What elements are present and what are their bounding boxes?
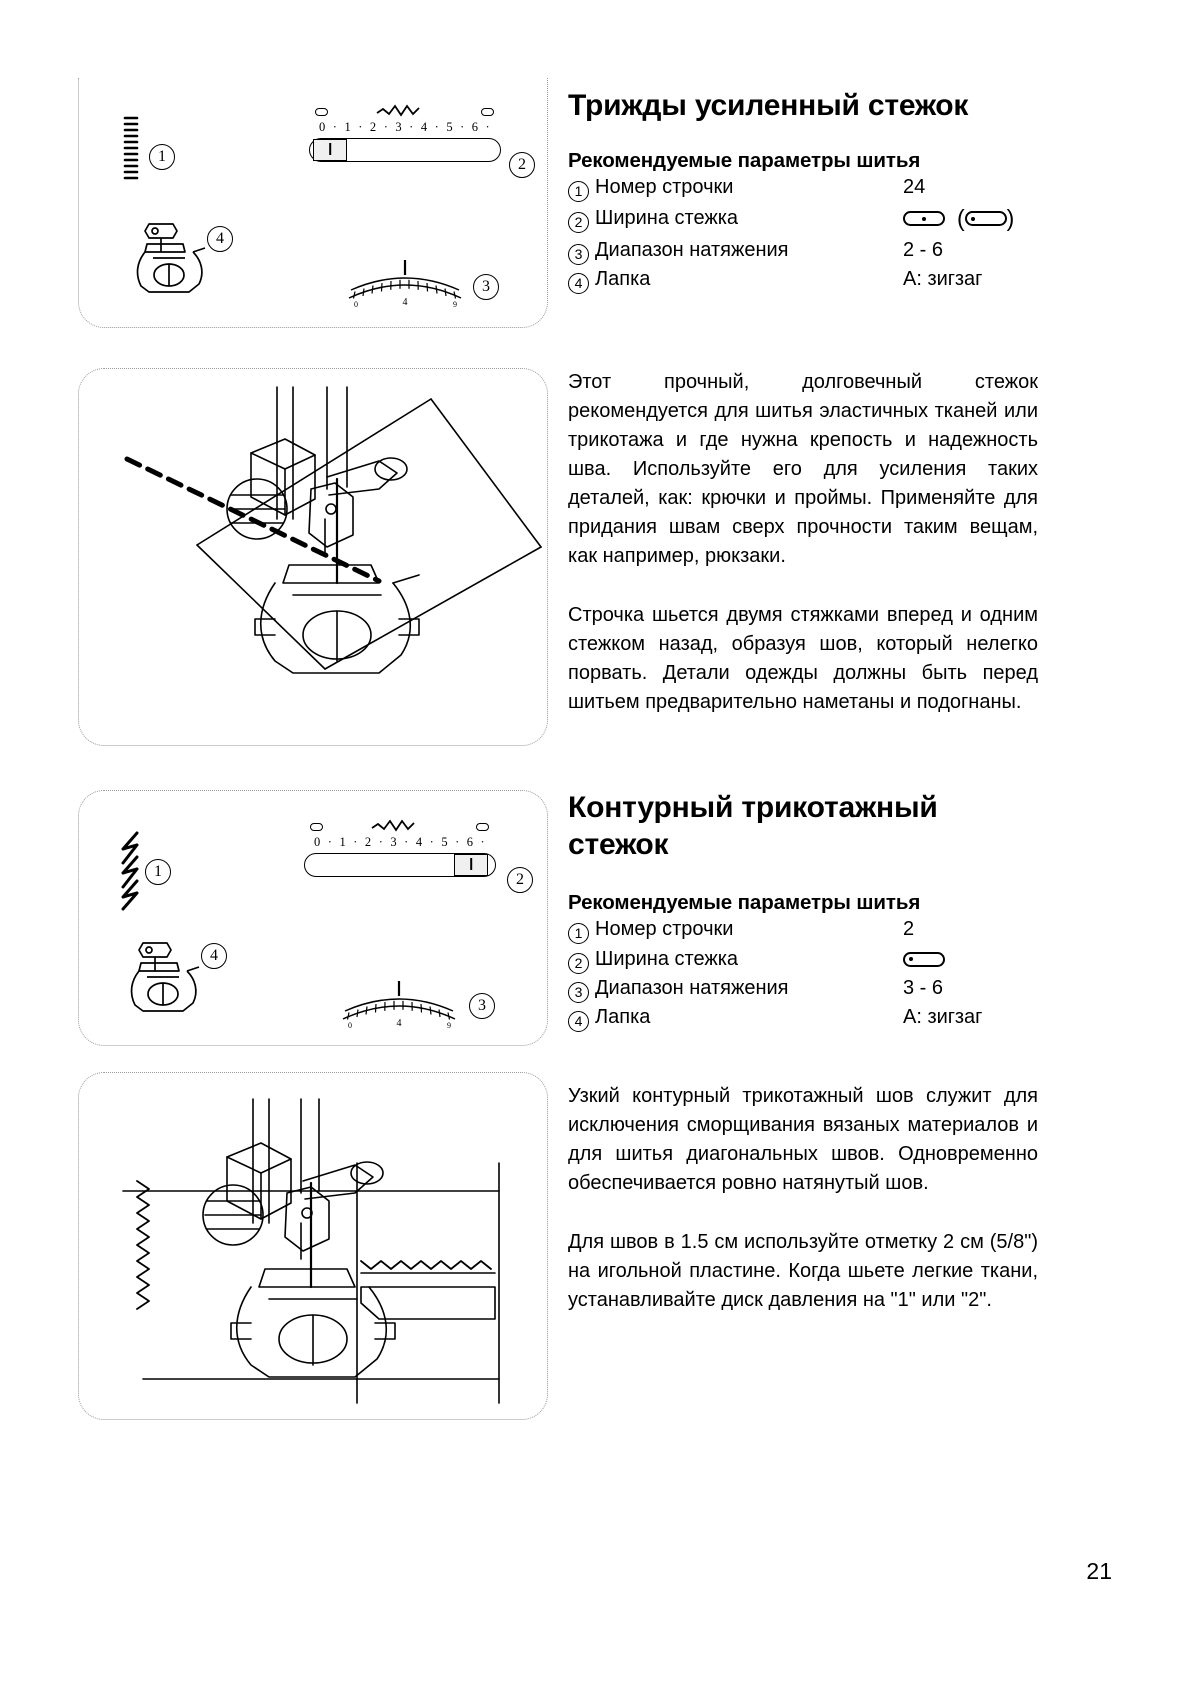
param-row-stitch-width [568, 202, 1038, 236]
tension-dial-overedge-knit[interactable] [339, 981, 459, 1029]
section-triple-stretch-body [568, 368, 1038, 717]
machine-needle-fabric-drawing-2 [79, 1073, 547, 1419]
slider-min-marker-icon [310, 823, 323, 831]
param-index-icon: 1 [568, 923, 589, 944]
svg-text:4: 4 [396, 1018, 402, 1029]
slider-min-marker-icon [315, 108, 328, 116]
param-row-stitch-number [568, 915, 1038, 944]
stitch-width-pill-center-icon [903, 211, 945, 226]
callout-2-triple-stretch: 2 [509, 152, 535, 178]
param-table-triple-stretch [568, 173, 1038, 295]
sewing-illustration-triple-stretch [78, 368, 548, 746]
params-heading-overedge-knit: Рекомендуемые параметры шитья [568, 891, 921, 915]
callout-4-overedge-knit: 4 [201, 943, 227, 969]
param-value: 24 [903, 175, 926, 198]
section-overedge-knit-text [568, 790, 1038, 1033]
callout-2-overedge-knit: 2 [507, 867, 533, 893]
open-paren: ( [950, 204, 965, 231]
svg-text:0: 0 [348, 1021, 352, 1030]
param-index-icon: 2 [568, 212, 589, 233]
paragraph-overedge-knit-2: Для швов в 1.5 см используйте отметку 2 см (5/8") на игольной пластине. Когда шьете легкие ткани, устанавливайте диск давления на "1" или "2". [568, 1231, 1038, 1311]
param-label: Лапка [595, 268, 651, 291]
param-value: 2 [903, 918, 915, 941]
param-row-presser-foot [568, 1003, 1038, 1032]
stitch-sample-triple-stretch-icon [121, 114, 147, 182]
param-label: Номер строчки [595, 175, 734, 198]
param-index-icon: 3 [568, 982, 589, 1003]
param-value: 3 - 6 [903, 976, 944, 999]
slider-knob-overedge-knit[interactable] [454, 854, 488, 876]
param-index-icon: 4 [568, 273, 589, 294]
param-index-icon: 3 [568, 244, 589, 265]
param-index-icon: 1 [568, 181, 589, 202]
stitch-width-slider-triple-stretch[interactable] [309, 116, 501, 166]
paragraph-overedge-knit-1: Узкий контурный трикотажный шов служит для исключения сморщивания вязаных материалов и для шитья диагональных швов. Одновременно обеспечивается ровно натянутый шов. [568, 1085, 1038, 1194]
param-table-overedge-knit [568, 915, 1038, 1033]
svg-text:0: 0 [354, 300, 358, 309]
param-row-tension-range [568, 974, 1038, 1003]
param-value: A: зигзаг [903, 268, 983, 291]
section-triple-stretch-text [568, 88, 1038, 295]
section-title-triple-stretch: Трижды усиленный стежок [568, 89, 969, 122]
param-value: 2 - 6 [903, 238, 944, 261]
stitch-width-slider-overedge-knit[interactable] [304, 831, 496, 881]
page-number: 21 [1086, 1558, 1112, 1584]
param-value-stitch-width-icon [903, 945, 1038, 974]
param-label: Ширина стежка [595, 947, 739, 970]
stitch-width-pill-left-icon [903, 952, 945, 967]
params-heading-triple-stretch: Рекомендуемые параметры шитья [568, 148, 921, 172]
param-label: Ширина стежка [595, 207, 739, 230]
callout-3-triple-stretch: 3 [473, 274, 499, 300]
callout-4-triple-stretch: 4 [207, 226, 233, 252]
stitch-width-pill-left-icon [965, 211, 1007, 226]
param-index-icon: 2 [568, 953, 589, 974]
param-label: Лапка [595, 1006, 651, 1029]
svg-text:4: 4 [402, 297, 408, 308]
slider-max-marker-icon [476, 823, 489, 831]
stitch-sample-overedge-knit-icon [115, 831, 147, 909]
param-row-stitch-number [568, 173, 1038, 202]
slider-scale-triple-stretch: 0 · 1 · 2 · 3 · 4 · 5 · 6 · [319, 120, 492, 134]
param-row-stitch-width [568, 945, 1038, 974]
callout-1-overedge-knit: 1 [145, 859, 171, 885]
section-title-overedge-knit: Контурный трикотажный стежок [568, 791, 938, 861]
slider-scale-overedge-knit: 0 · 1 · 2 · 3 · 4 · 5 · 6 · [314, 835, 487, 849]
param-label: Номер строчки [595, 918, 734, 941]
param-value: A: зигзаг [903, 1006, 983, 1029]
slider-knob-triple-stretch[interactable] [313, 139, 347, 161]
machine-needle-fabric-drawing-1 [79, 369, 547, 745]
param-label: Диапазон натяжения [595, 976, 789, 999]
section-overedge-knit-body [568, 1082, 1038, 1315]
sewing-illustration-overedge-knit [78, 1072, 548, 1420]
close-paren: ) [1006, 204, 1015, 231]
settings-panel-overedge-knit [78, 790, 548, 1046]
callout-1-triple-stretch: 1 [149, 144, 175, 170]
param-row-tension-range [568, 236, 1038, 265]
slider-max-marker-icon [481, 108, 494, 116]
zigzag-symbol-icon [377, 104, 419, 118]
param-value-stitch-width-icons [903, 202, 1038, 236]
paragraph-triple-stretch-1: Этот прочный, долговечный стежок рекомендуется для шитья эластичных тканей или трикотажа и где нужна крепость и надежность шва. Используйте его для усиления таких деталей, как: крючки и проймы. Применяйте для придания швам сверх прочности таким вещам, как например, рюкзаки. [568, 371, 1038, 567]
zigzag-symbol-icon [372, 819, 414, 833]
callout-3-overedge-knit: 3 [469, 993, 495, 1019]
param-index-icon: 4 [568, 1011, 589, 1032]
svg-text:9: 9 [447, 1021, 451, 1030]
param-label: Диапазон натяжения [595, 238, 789, 261]
svg-text:9: 9 [453, 300, 457, 309]
tension-dial-triple-stretch[interactable] [345, 260, 465, 308]
paragraph-triple-stretch-2: Строчка шьется двумя стяжками вперед и одним стежком назад, образуя шов, который нелегко порвать. Детали одежды должны быть перед шитьем предварительно наметаны и подогнаны. [568, 604, 1038, 713]
settings-panel-triple-stretch [78, 78, 548, 328]
param-row-presser-foot [568, 265, 1038, 294]
